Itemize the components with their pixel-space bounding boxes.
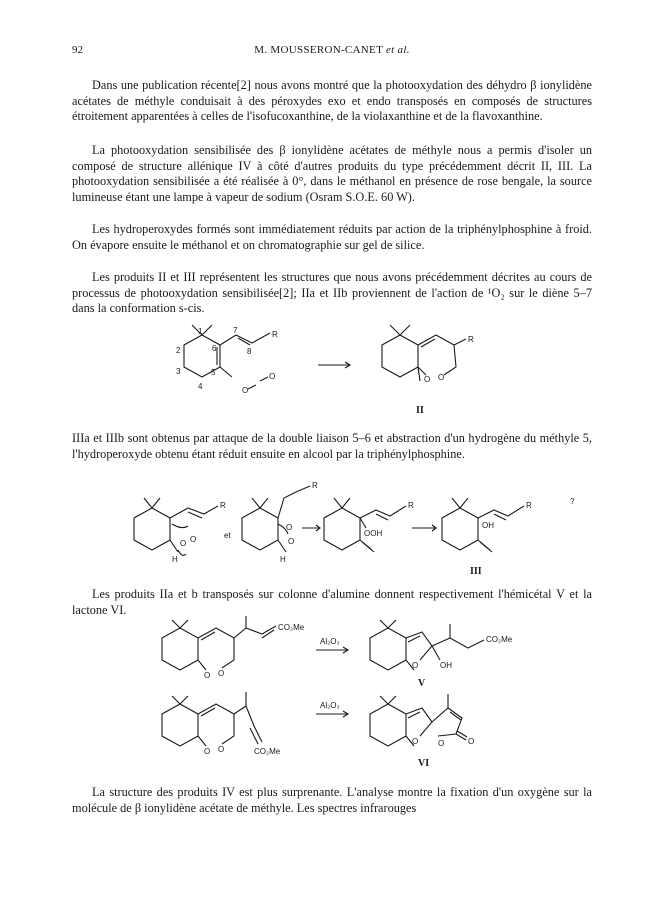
V-hydroxyl: OH bbox=[440, 661, 452, 670]
alcohol-substituent-r: R bbox=[526, 501, 532, 510]
atom-8: 8 bbox=[247, 347, 252, 356]
compound-label-VI: VI bbox=[418, 758, 430, 769]
ts-b-oxygen-2: O bbox=[288, 537, 295, 546]
page-number: 92 bbox=[72, 44, 83, 56]
ts-b-oxygen-1: O bbox=[286, 523, 293, 532]
conjunction-et: et bbox=[224, 531, 231, 540]
ts-a-oxygen-2: O bbox=[190, 535, 197, 544]
arrow-2a bbox=[302, 525, 320, 531]
ts-b-substituent-r: R bbox=[312, 481, 318, 490]
atom-6: 6 bbox=[212, 344, 217, 353]
atom-3: 3 bbox=[176, 367, 181, 376]
page-header bbox=[72, 44, 592, 60]
IIa-oxygen-1: O bbox=[204, 671, 211, 680]
paragraph-6: Les produits IIa et b transposés sur colonne d'alumine donnent respectivement l'hémicétal V et la lactone VI. bbox=[72, 587, 592, 617]
paragraph-5: IIIa et IIIb sont obtenus par attaque de la double liaison 5–6 et abstraction d'un hydrogène du méthyle 5, l'hydroperoxyde obtenu étant réduit ensuite en alcool par la triphénylphosphine. bbox=[72, 431, 592, 461]
paragraph-3: Les hydroperoxydes formés sont immédiatement réduits par action de la triphénylphosphine à froid. On évapore ensuite le méthanol et on chromatographie sur gel de silice. bbox=[72, 222, 592, 252]
atom-2: 2 bbox=[176, 346, 181, 355]
hp-substituent-r: R bbox=[408, 501, 414, 510]
reactant-structure bbox=[184, 325, 270, 389]
reaction-arrow-4 bbox=[316, 711, 348, 717]
ene-transition-state-a bbox=[134, 498, 218, 555]
IIb-oxygen-1: O bbox=[204, 747, 211, 756]
endoperoxide-structure bbox=[382, 325, 466, 381]
IIb-ester-label: CO₂Me bbox=[254, 747, 281, 756]
reagent-label-2: Al₂O₃ bbox=[320, 701, 340, 710]
endoperoxide-IIa-structure bbox=[162, 616, 276, 670]
hydroperoxide-structure bbox=[324, 498, 406, 552]
scheme-3 bbox=[150, 620, 530, 688]
atom-5: 5 bbox=[211, 368, 216, 377]
scheme-1 bbox=[160, 325, 520, 417]
hydroxyl-label: OH bbox=[482, 521, 494, 530]
atom-4: 4 bbox=[198, 382, 203, 391]
VI-ring-oxygen: O bbox=[412, 737, 419, 746]
lactone-VI-structure bbox=[370, 694, 467, 746]
paragraph-2: La photooxydation sensibilisée des β ionylidène acétates de méthyle nous a permis d'isoler un composé de structure allénique IV à côté d'autres produits du type précédemment décrit II, III. La photooxydation sensibilisée a été réalisée à 0°, dans le méthanol en présence de rose bengale, la source lumineuse étant une lampe à vapeur de sodium (Osram S.O.E. 60 W). bbox=[72, 143, 592, 205]
running-head-suffix: et al. bbox=[385, 44, 410, 56]
ene-transition-state-b bbox=[242, 486, 310, 552]
VI-carbonyl-oxygen: O bbox=[468, 737, 475, 746]
ts-a-hydrogen: H bbox=[172, 555, 178, 564]
ts-a-oxygen-1: O bbox=[180, 539, 187, 548]
scheme-2 bbox=[120, 481, 580, 582]
hydroperoxide-label: OOH bbox=[364, 529, 383, 538]
reaction-arrow-1 bbox=[318, 362, 350, 368]
atom-7: 7 bbox=[233, 326, 238, 335]
paragraph-4: Les produits II et III représentent les structures que nous avons précédemment décrites au cours de processus de photooxydation sensibilisée[2]; IIa et IIb proviennent de l'action de ¹O₂ sur le diène 5–7 dans la conformation s-cis. bbox=[72, 270, 592, 316]
ts-b-hydrogen: H bbox=[280, 555, 286, 564]
V-ring-oxygen: O bbox=[412, 661, 419, 670]
scheme-4 bbox=[150, 692, 530, 772]
endoperoxide-IIb-structure bbox=[162, 692, 262, 746]
singlet-oxygen-o1: O bbox=[242, 386, 249, 395]
arrow-2b bbox=[412, 525, 436, 531]
paragraph-1: Dans une publication récente[2] nous avons montré que la photooxydation des déhydro β ionylidène acétates de méthyle conduisait à des péroxydes exo et endo transposés en composés de structures étroitement apparentées à celles de l'isofucoxanthine, de la violaxanthine et de la flavoxanthine. bbox=[72, 78, 592, 124]
paragraph-7: La structure des produits IV est plus surprenante. L'analyse montre la fixation d'un oxygène sur la molécule de β ionylidène acétate de méthyle. Les spectres infrarouges bbox=[72, 785, 592, 815]
ring-oxygen-2: O bbox=[438, 373, 445, 382]
running-head-authors: M. MOUSSERON-CANET bbox=[254, 44, 383, 56]
IIa-oxygen-2: O bbox=[218, 669, 225, 678]
singlet-oxygen-o2: O bbox=[269, 372, 276, 381]
ring-oxygen-1: O bbox=[424, 375, 431, 384]
atom-1: 1 bbox=[198, 327, 203, 336]
stray-mark: ? bbox=[570, 497, 575, 506]
IIb-oxygen-2: O bbox=[218, 745, 225, 754]
compound-label-V: V bbox=[418, 678, 426, 689]
reaction-arrow-3 bbox=[316, 647, 348, 653]
VI-lactone-oxygen: O bbox=[438, 739, 445, 748]
compound-label-III: III bbox=[470, 566, 482, 577]
substituent-r-1: R bbox=[272, 330, 278, 339]
hemiketal-V-structure bbox=[370, 620, 484, 670]
compound-label-II: II bbox=[416, 405, 424, 416]
substituent-r-2: R bbox=[468, 335, 474, 344]
IIa-ester-label: CO₂Me bbox=[278, 623, 305, 632]
reagent-label-1: Al₂O₃ bbox=[320, 637, 340, 646]
ts-a-substituent-r: R bbox=[220, 501, 226, 510]
running-head bbox=[72, 44, 592, 56]
V-ester-label: CO₂Me bbox=[486, 635, 513, 644]
